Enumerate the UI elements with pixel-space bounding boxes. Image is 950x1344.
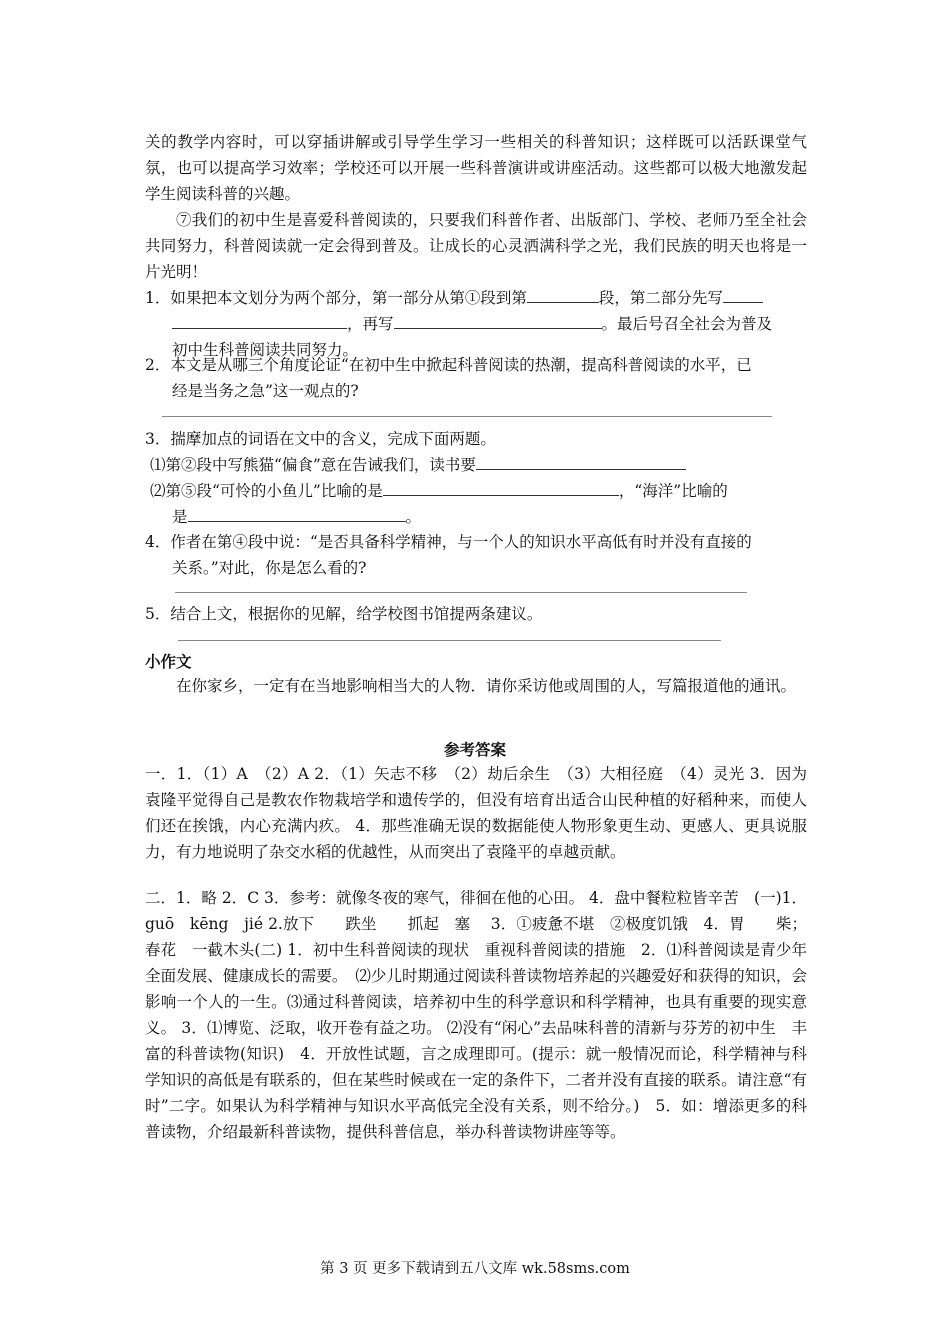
- q3-2-text-d: 。: [405, 508, 422, 526]
- q1-blank-2a[interactable]: [723, 287, 763, 303]
- q4-text-a: 4．作者在第④段中说：“是否具备科学精神，与一个人的知识水平高低有时并没有直接的: [145, 533, 752, 551]
- q3-2-blank-2[interactable]: [188, 506, 406, 522]
- q3-2-text-c: 是: [172, 508, 188, 526]
- passage-paragraph-continued: 关的教学内容时，可以穿插讲解或引导学生学习一些相关的科普知识；这样既可以活跃课堂气氛，也可以提高学习效率；学校还可以开展一些科普演讲或讲座活动。这些都可以极大地激发起学生阅读科普的兴趣。: [145, 133, 807, 203]
- q1-text-e: 初中生科普阅读共同努力。: [172, 341, 359, 359]
- question-4: [145, 529, 807, 581]
- answers-part-2: 二．1．略 2．C 3．参考：就像冬夜的寒气，徘徊在他的心田。 4．盘中餐粒粒皆辛苦 (一)1．guō kēng jié 2.放下 跌坐 抓起 塞 3．①疲惫不堪 ②极度饥饿 4．胃 柴；春花 一截木头(二) 1．初中生科普阅读的现状 重视科普阅读的措施 2．⑴科普阅读是青少年全面发展、健康成长的需要。 ⑵少儿时期通过阅读科普读物培养起的兴趣爱好和获得的知识，会影响一个人的一生。⑶通过科普阅读，培养初中生的科学意识和科学精神，也具有重要的现实意义。 3．⑴博览、泛取，收开卷有益之功。 ⑵没有“闲心”去品味科普的清新与芬芳的初中生 丰富的科普读物(知识) 4．开放性试题，言之成理即可。(提示：就一般情况而论，科学精神与科学知识的高低是有联系的，但在某些时候或在一定的条件下，二者并没有直接的联系。请注意“有时”二字。如果认为科学精神与知识水平高低完全没有关系，则不给分。) 5．如：增添更多的科普读物，介绍最新科普读物，提供科普信息，举办科普读物讲座等等。: [145, 889, 807, 1141]
- q2-text-b: 经是当务之急”这一观点的?: [172, 382, 359, 400]
- q1-text-b: 段，第二部分先写: [598, 289, 723, 307]
- q4-answer-line[interactable]: [175, 592, 747, 593]
- q3-2-text-b: ，“海洋”比喻的: [618, 482, 728, 500]
- question-3-1: [150, 452, 812, 478]
- question-3-2: [150, 478, 807, 530]
- q2-text-a: 2．本文是从哪三个角度论证“在初中生中掀起科普阅读的热潮，提高科普阅读的水平，已: [145, 356, 752, 374]
- q1-blank-1[interactable]: [527, 287, 599, 303]
- passage-paragraph-7: ⑦我们的初中生是喜爱科普阅读的，只要我们科普作者、出版部门、学校、老师乃至全社会共同努力，科普阅读就一定会得到普及。让成长的心灵洒满科学之光，我们民族的明天也将是一片光明！: [145, 211, 807, 281]
- page-footer: 第 3 页 更多下载请到五八文库 wk.58sms.com: [320, 1261, 630, 1277]
- q3-2-text-a: ⑵第⑤段“可怜的小鱼儿”比喻的是: [150, 482, 383, 500]
- q2-answer-line[interactable]: [162, 416, 772, 417]
- essay-prompt: 在你家乡，一定有在当地影响相当大的人物．请你采访他或周围的人，写篇报道他的通讯。: [176, 677, 797, 695]
- q1-text-c: ，再写: [347, 315, 394, 333]
- answers-title: 参考答案: [443, 741, 506, 759]
- q5-answer-line[interactable]: [178, 640, 721, 641]
- q1-text-a: 1．如果把本文划分为两个部分，第一部分从第①段到第: [145, 289, 527, 307]
- q1-blank-3[interactable]: [394, 313, 602, 329]
- q1-blank-2b[interactable]: [172, 313, 347, 329]
- q3-2-blank-1[interactable]: [383, 480, 619, 496]
- answers-part-1: 一．1．（1）A （2）A 2．（1）矢志不移 （2）劫后余生 （3）大相径庭 （4）灵光 3．因为袁隆平觉得自己是教农作物栽培学和遗传学的，但没有培育出适合山民种植的好稻种来，而使人们还在挨饿，内心充满内疚。 4．那些准确无误的数据能使人物形象更生动、更感人、更具说服力，有力地说明了杂交水稻的优越性，从而突出了袁隆平的卓越贡献。: [145, 765, 807, 861]
- q3-1-blank[interactable]: [476, 454, 686, 470]
- q4-text-b: 关系。”对此，你是怎么看的?: [172, 559, 367, 577]
- q3-1-text: ⑴第②段中写熊猫“偏食”意在告诫我们，读书要: [150, 456, 476, 474]
- question-2: [145, 352, 807, 404]
- essay-title: 小作文: [145, 653, 192, 671]
- question-3: 3．揣摩加点的词语在文中的含义，完成下面两题。: [145, 430, 496, 448]
- question-5: 5．结合上文，根据你的见解，给学校图书馆提两条建议。: [145, 605, 543, 623]
- q1-text-d: 。最后号召全社会为普及: [601, 315, 773, 333]
